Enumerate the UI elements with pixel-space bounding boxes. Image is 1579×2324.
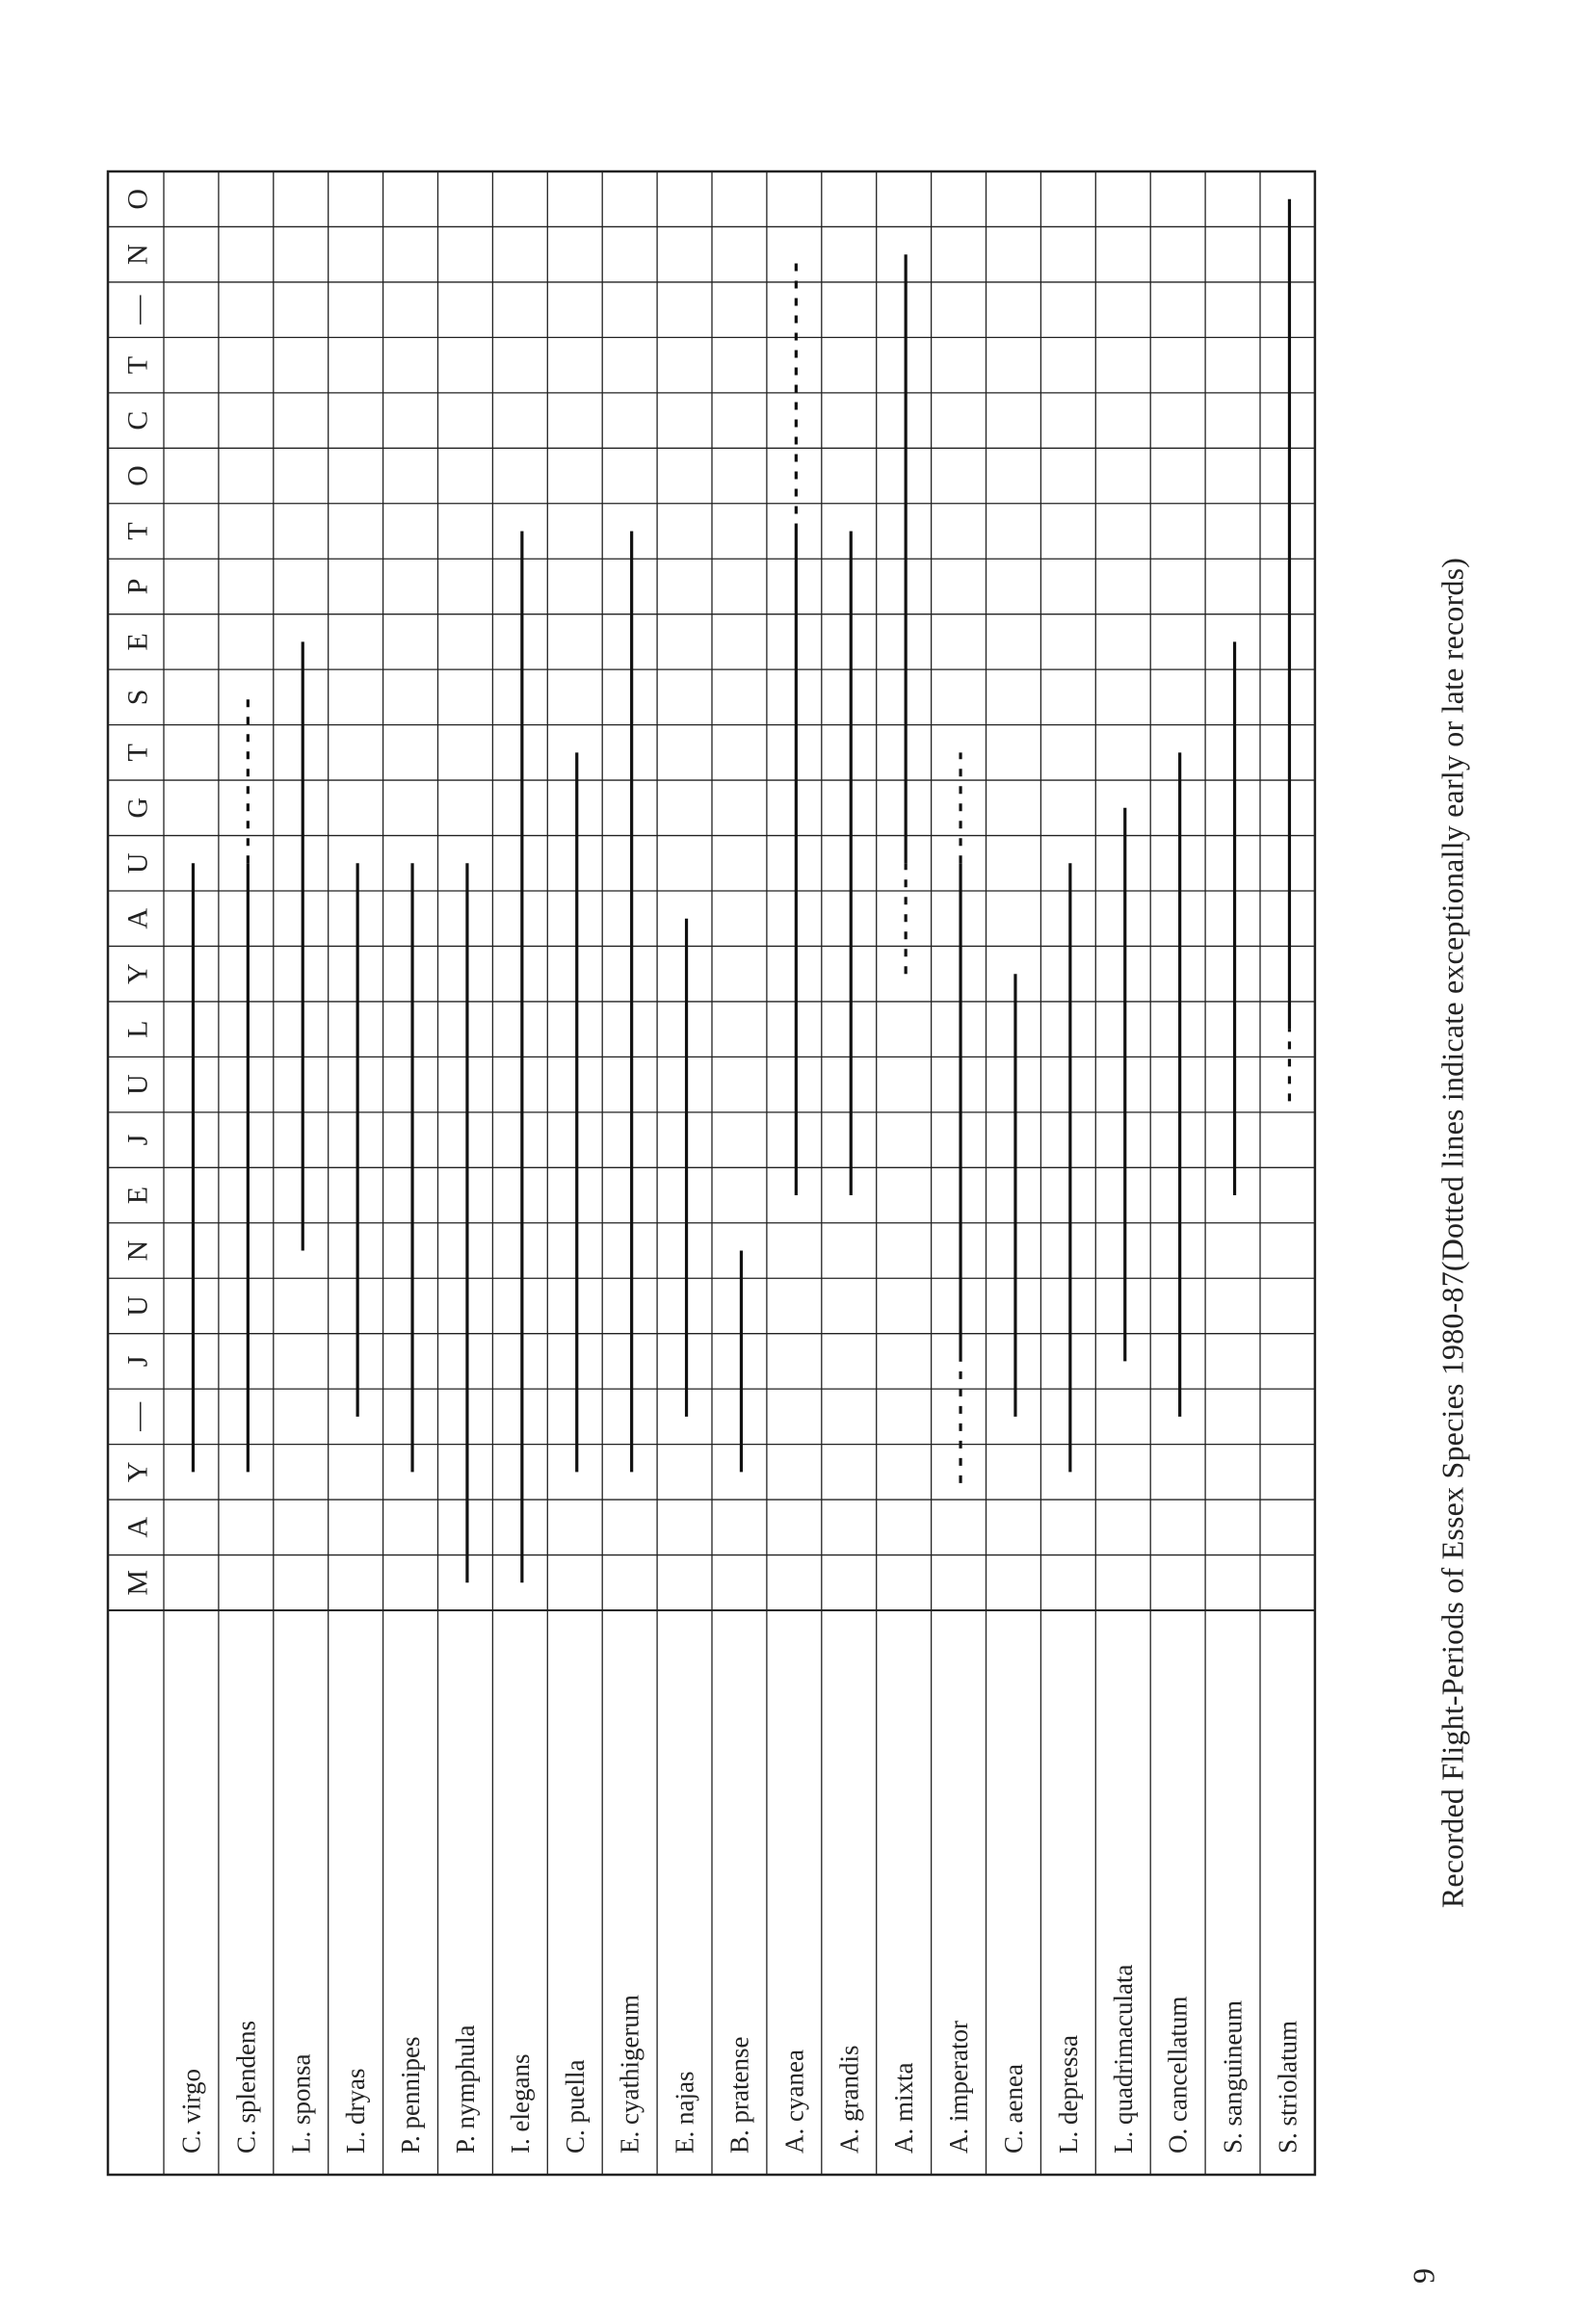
species-label: O. cancellatum bbox=[1163, 1996, 1193, 2154]
month-letter: N bbox=[121, 1240, 154, 1262]
month-letter: N bbox=[121, 244, 154, 266]
species-label: L. depressa bbox=[1053, 2035, 1083, 2154]
species-label: P. nymphula bbox=[450, 2024, 480, 2154]
month-letter: M bbox=[121, 1569, 154, 1596]
month-letter: — bbox=[121, 295, 154, 325]
species-label: E. cyathigerum bbox=[615, 1995, 645, 2154]
month-letter: T bbox=[121, 522, 154, 540]
species-label: C. puella bbox=[560, 2059, 590, 2154]
month-letter: A bbox=[121, 1516, 154, 1538]
species-label: L. dryas bbox=[341, 2068, 371, 2154]
page-number: 9 bbox=[1406, 2268, 1441, 2284]
species-label: C. aenea bbox=[998, 2064, 1028, 2154]
month-letter: T bbox=[121, 355, 154, 375]
month-letter: U bbox=[121, 1074, 154, 1095]
species-label: S. sanguineum bbox=[1218, 2000, 1248, 2154]
month-letter: Y bbox=[121, 963, 154, 985]
species-label: P. pennipes bbox=[396, 2036, 426, 2154]
month-letter: E bbox=[121, 1186, 154, 1205]
month-letter: P bbox=[121, 578, 154, 595]
species-label: L. sponsa bbox=[286, 2053, 316, 2154]
month-letter: J bbox=[121, 1355, 154, 1368]
species-label: A. cyanea bbox=[779, 2050, 809, 2154]
month-header bbox=[122, 189, 154, 1596]
month-letter: A bbox=[121, 907, 154, 929]
month-letter: O bbox=[121, 188, 154, 210]
month-letter: Y bbox=[121, 1461, 154, 1483]
month-letter: U bbox=[121, 1295, 154, 1317]
species-label: L. quadrimaculata bbox=[1108, 1964, 1138, 2154]
month-letter: S bbox=[121, 689, 154, 706]
month-letter: O bbox=[121, 465, 154, 486]
chart-grid bbox=[108, 171, 1315, 2175]
month-letter: C bbox=[121, 410, 154, 431]
species-label: S. striolatum bbox=[1273, 2020, 1303, 2154]
month-letter: — bbox=[121, 1401, 154, 1431]
month-letter: J bbox=[121, 1134, 154, 1146]
species-label: A. mixta bbox=[889, 2062, 919, 2154]
species-label: E. najas bbox=[670, 2071, 699, 2154]
month-letter: E bbox=[121, 633, 154, 651]
chart-caption: Recorded Flight-Periods of Essex Species 1980-87(Dotted lines indicate exceptionally early or late records) bbox=[1434, 557, 1470, 1909]
species-label: C. splendens bbox=[231, 2021, 261, 2154]
month-letter: T bbox=[121, 744, 154, 762]
species-label: A. grandis bbox=[834, 2045, 864, 2154]
species-label: A. imperator bbox=[944, 2021, 974, 2154]
species-label: I. elegans bbox=[505, 2053, 535, 2154]
month-letter: G bbox=[121, 796, 154, 819]
month-letter: L bbox=[121, 1020, 154, 1038]
species-labels bbox=[176, 1965, 1302, 2154]
species-label: C. virgo bbox=[176, 2068, 206, 2154]
month-letter: U bbox=[121, 852, 154, 875]
species-label: B. pratense bbox=[724, 2036, 754, 2154]
